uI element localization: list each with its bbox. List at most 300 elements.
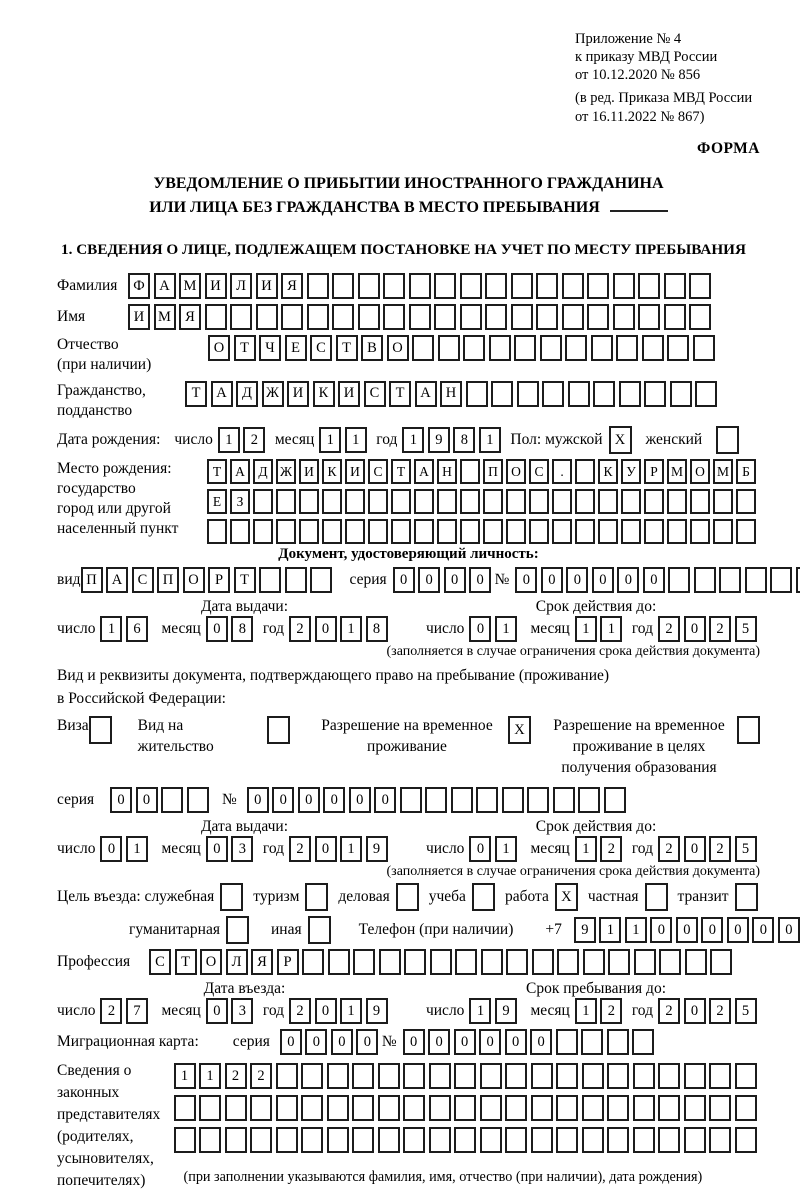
form-cell: 1 — [575, 998, 597, 1024]
form-cell: 0 — [206, 998, 228, 1024]
form-cell: О — [387, 335, 409, 361]
form-cell: 2 — [658, 836, 680, 862]
form-cell: 0 — [418, 567, 440, 593]
form-cell — [536, 304, 558, 330]
form-cell — [307, 273, 329, 299]
form-cell — [607, 1063, 629, 1089]
form-cell: 0 — [110, 787, 132, 813]
birthplace-label3: город или другой — [57, 500, 171, 518]
form-cell — [455, 949, 477, 975]
form-cell: О — [200, 949, 222, 975]
surname-label: Фамилия — [57, 277, 118, 295]
form-cell — [383, 273, 405, 299]
form-cell — [409, 273, 431, 299]
form-cell — [581, 1029, 603, 1055]
form-cell — [684, 1127, 706, 1153]
visa-checkbox — [89, 716, 112, 744]
form-cell — [632, 1029, 654, 1055]
name-cells — [128, 304, 715, 330]
form-cell — [689, 273, 711, 299]
form-cell — [230, 304, 252, 330]
form-cell — [502, 787, 524, 813]
form-cell: 3 — [231, 836, 253, 862]
form-cell — [353, 949, 375, 975]
form-cell — [735, 883, 758, 911]
title-line2: ИЛИ ЛИЦА БЕЗ ГРАЖДАНСТВА В МЕСТО ПРЕБЫВАНИЯ — [149, 199, 600, 217]
birth-day-cells — [218, 427, 269, 453]
form-cell: 2 — [243, 427, 265, 453]
form-cell — [403, 1127, 425, 1153]
form-cell: 0 — [530, 1029, 552, 1055]
form-cell — [480, 1063, 502, 1089]
legal-reps-label — [57, 1060, 174, 1192]
form-cell — [174, 1127, 196, 1153]
reps-cells-row3 — [174, 1127, 761, 1153]
citizenship-row — [57, 381, 760, 421]
form-cell — [327, 1063, 349, 1089]
form-cell: 3 — [231, 998, 253, 1024]
form-cell: Ж — [276, 459, 296, 484]
form-cell: 1 — [174, 1063, 196, 1089]
form-cell — [709, 1127, 731, 1153]
form-cell: 0 — [403, 1029, 425, 1055]
patronymic-cells — [208, 335, 718, 361]
form-cell: С — [529, 459, 549, 484]
day-label: число — [57, 619, 96, 637]
study-label: учеба — [428, 888, 466, 906]
form-cell — [454, 1095, 476, 1121]
reps-cells-row1 — [174, 1063, 761, 1089]
doc-kind-cells — [81, 567, 336, 593]
form-cell — [491, 381, 513, 407]
birthplace-cells-row2 — [207, 489, 759, 514]
form-cell — [658, 1095, 680, 1121]
form-cell — [529, 489, 549, 514]
form-cell — [391, 489, 411, 514]
form-cell — [481, 949, 503, 975]
year-label: год — [631, 840, 653, 858]
res-valid-month-cells — [575, 836, 626, 862]
form-cell — [737, 716, 760, 744]
form-cell: С — [149, 949, 171, 975]
day-label: число — [57, 840, 96, 858]
residence-doc-paragraph — [57, 664, 760, 711]
form-cell: 1 — [479, 427, 501, 453]
res-valid-day-cells — [469, 836, 520, 862]
identity-doc-heading: Документ, удостоверяющий личность: — [278, 545, 539, 562]
form-cell — [506, 519, 526, 544]
res-issue-day-cells — [100, 836, 151, 862]
form-cell: И — [338, 381, 360, 407]
form-cell — [403, 1095, 425, 1121]
form-cell — [684, 1063, 706, 1089]
form-cell — [694, 567, 716, 593]
stay-until-group — [410, 998, 760, 1024]
year-label: год — [262, 840, 285, 858]
residence-permit-checkbox — [267, 716, 290, 744]
form-cell — [505, 1127, 527, 1153]
permit-type-row — [57, 716, 760, 779]
form-cell: А — [211, 381, 233, 407]
private-label: частная — [587, 888, 639, 906]
form-cell — [454, 1063, 476, 1089]
form-cell — [638, 304, 660, 330]
form-cell: С — [368, 459, 388, 484]
form-cell — [276, 1127, 298, 1153]
private-checkbox — [645, 883, 668, 911]
res-valid-year-cells — [658, 836, 760, 862]
year-label: год — [262, 619, 285, 637]
reps-label-line: законных — [57, 1084, 120, 1102]
form-cell — [174, 1095, 196, 1121]
form-cell: И — [299, 459, 319, 484]
form-cell — [575, 489, 595, 514]
form-cell — [633, 1095, 655, 1121]
doc-valid-day-cells — [469, 616, 520, 642]
form-cell — [267, 716, 290, 744]
form-cell — [322, 489, 342, 514]
birthplace-label1: Место рождения: — [57, 459, 172, 477]
form-cell: 0 — [684, 616, 706, 642]
form-cell — [587, 304, 609, 330]
legal-reps-note: (при заполнении указываются фамилия, имя, отчество (при наличии), дата рождения) — [183, 1169, 703, 1186]
form-cell: 6 — [126, 616, 148, 642]
form-cell: 1 — [575, 616, 597, 642]
form-cell: 0 — [323, 787, 345, 813]
mig-number-label: № — [381, 1033, 397, 1051]
year-label: год — [262, 1002, 285, 1020]
form-cell — [460, 489, 480, 514]
form-cell — [619, 381, 641, 407]
form-cell: 2 — [289, 616, 311, 642]
form-cell — [644, 489, 664, 514]
form-cell: 1 — [495, 836, 517, 862]
form-cell — [684, 1095, 706, 1121]
form-cell — [583, 949, 605, 975]
month-label: месяц — [530, 840, 570, 858]
form-cell: Е — [207, 489, 227, 514]
form-cell — [511, 304, 533, 330]
form-cell — [301, 1127, 323, 1153]
form-cell: 2 — [600, 836, 622, 862]
reps-label-line: (родителях, — [57, 1128, 134, 1146]
form-cell — [256, 304, 278, 330]
form-cell — [187, 787, 209, 813]
form-cell — [466, 381, 488, 407]
form-cell: С — [132, 567, 154, 593]
form-cell: 2 — [250, 1063, 272, 1089]
res-number-cells — [247, 787, 630, 813]
residence-doc-line2: в Российской Федерации: — [57, 690, 226, 708]
form-cell: 0 — [428, 1029, 450, 1055]
entry-month-cells — [206, 998, 257, 1024]
form-cell: 0 — [272, 787, 294, 813]
res-number-label: № — [222, 791, 237, 809]
form-cell — [527, 787, 549, 813]
form-cell: 0 — [752, 917, 774, 943]
form-cell — [285, 567, 307, 593]
form-cell: М — [667, 459, 687, 484]
form-cell: 8 — [453, 427, 475, 453]
form-cell — [225, 1127, 247, 1153]
form-cell: О — [183, 567, 205, 593]
residence-doc-line1: Вид и реквизиты документа, подтверждающего право на пребывание (проживание) — [57, 666, 610, 684]
other-label: иная — [270, 921, 302, 939]
month-label: месяц — [161, 619, 201, 637]
form-cell: 0 — [454, 1029, 476, 1055]
temp-residence-checkbox — [508, 716, 531, 744]
form-cell: 1 — [319, 427, 341, 453]
form-cell: 0 — [356, 1029, 378, 1055]
legal-reps-rows — [174, 1060, 761, 1192]
form-cell — [259, 567, 281, 593]
form-cell — [553, 787, 575, 813]
form-cell — [736, 489, 756, 514]
form-cell: Ж — [262, 381, 284, 407]
doc-valid-group — [410, 616, 760, 642]
doc-dates-row — [57, 616, 760, 642]
form-cell: М — [179, 273, 201, 299]
sex-male-label: Пол: мужской — [510, 430, 603, 448]
form-cell: П — [483, 459, 503, 484]
form-cell — [529, 519, 549, 544]
doc-valid-year-cells — [658, 616, 760, 642]
form-cell — [253, 519, 273, 544]
doc-issue-group — [57, 616, 410, 642]
migration-card-row — [57, 1029, 760, 1055]
form-cell — [735, 1127, 757, 1153]
form-cell: 0 — [393, 567, 415, 593]
day-label: число — [425, 840, 465, 858]
doc-number-cells — [515, 567, 800, 593]
form-cell: 0 — [479, 1029, 501, 1055]
temp-residence-label: Разрешение на временное проживание — [321, 717, 493, 756]
birth-month-group — [275, 427, 370, 453]
form-cell — [575, 519, 595, 544]
reps-label-line: Сведения о — [57, 1062, 132, 1080]
form-cell — [276, 1063, 298, 1089]
form-cell — [638, 273, 660, 299]
form-cell — [598, 489, 618, 514]
form-cell: 0 — [727, 917, 749, 943]
business-label: деловая — [338, 888, 390, 906]
form-cell — [276, 1095, 298, 1121]
form-cell — [556, 1095, 578, 1121]
form-cell — [621, 489, 641, 514]
form-cell — [403, 1063, 425, 1089]
surname-cells — [128, 273, 715, 299]
form-cell — [644, 381, 666, 407]
form-cell: 1 — [199, 1063, 221, 1089]
form-cell — [695, 381, 717, 407]
form-cell: 0 — [684, 836, 706, 862]
residence-permit-item — [138, 716, 290, 758]
form-cell — [608, 949, 630, 975]
name-label: Имя — [57, 308, 86, 326]
name-row — [57, 304, 760, 330]
form-cell: 1 — [495, 616, 517, 642]
form-cell — [770, 567, 792, 593]
form-cell — [310, 567, 332, 593]
birthplace-label2: государство — [57, 479, 136, 497]
birthdate-label: Дата рождения: — [57, 430, 161, 448]
form-cell — [568, 381, 590, 407]
form-cell: А — [414, 459, 434, 484]
phone-label: Телефон (при наличии) — [358, 921, 514, 939]
legal-reps-block — [57, 1060, 760, 1192]
form-cell — [685, 949, 707, 975]
form-cell — [299, 519, 319, 544]
stay-until-label: Срок пребывания до: — [526, 980, 666, 998]
form-cell — [485, 304, 507, 330]
form-cell — [332, 273, 354, 299]
birthplace-block — [57, 459, 760, 544]
birth-month-cells — [319, 427, 370, 453]
citizenship-label2: подданство — [57, 401, 133, 419]
form-cell — [745, 567, 767, 593]
form-cell — [460, 459, 480, 484]
form-cell: 0 — [515, 567, 537, 593]
form-cell — [378, 1127, 400, 1153]
form-cell: 0 — [206, 836, 228, 862]
form-cell — [557, 949, 579, 975]
form-cell — [582, 1095, 604, 1121]
form-cell — [668, 567, 690, 593]
form-cell — [400, 787, 422, 813]
form-cell: Л — [230, 273, 252, 299]
form-cell — [358, 273, 380, 299]
form-cell — [633, 1127, 655, 1153]
form-cell — [531, 1127, 553, 1153]
form-cell — [556, 1029, 578, 1055]
day-label: число — [57, 1002, 96, 1020]
doc-valid-month-cells — [575, 616, 626, 642]
form-cell: 2 — [100, 998, 122, 1024]
form-cell: 0 — [676, 917, 698, 943]
doc-number-label: № — [494, 570, 510, 588]
form-cell — [556, 1063, 578, 1089]
res-series-label: серия — [57, 791, 95, 809]
doc-limit-note: (заполняется в случае ограничения срока действия документа) — [386, 643, 760, 659]
form-cell: К — [322, 459, 342, 484]
form-cell — [552, 489, 572, 514]
stay-day-cells — [469, 998, 520, 1024]
profession-label: Профессия — [57, 953, 131, 971]
form-cell — [644, 519, 664, 544]
res-issue-group — [57, 836, 410, 862]
form-cell: 0 — [247, 787, 269, 813]
form-cell — [480, 1127, 502, 1153]
form-cell: 2 — [709, 836, 731, 862]
stay-year-cells — [658, 998, 760, 1024]
form-cell: Е — [285, 335, 307, 361]
humanitarian-label: гуманитарная — [129, 921, 220, 939]
form-cell — [327, 1095, 349, 1121]
form-cell — [709, 1095, 731, 1121]
temp-residence-edu-item — [551, 716, 760, 779]
form-cell — [463, 335, 485, 361]
entry-year-cells — [289, 998, 391, 1024]
doc-series-label: серия — [349, 570, 387, 588]
reps-label-line: усыновителях, — [57, 1150, 154, 1168]
day-label: число — [425, 1002, 465, 1020]
form-cell — [633, 1063, 655, 1089]
form-cell: Р — [277, 949, 299, 975]
form-cell: Т — [389, 381, 411, 407]
res-limit-note: (заполняется в случае ограничения срока действия документа) — [386, 864, 760, 880]
form-cell — [511, 273, 533, 299]
form-cell: П — [81, 567, 103, 593]
form-cell: 0 — [374, 787, 396, 813]
form-cell: И — [205, 273, 227, 299]
form-cell: 2 — [225, 1063, 247, 1089]
mig-series-cells — [280, 1029, 382, 1055]
form-cell: Д — [236, 381, 258, 407]
patronymic-label2: (при наличии) — [57, 356, 152, 374]
day-label: число — [425, 619, 465, 637]
doc-series-cells — [393, 567, 495, 593]
doc-dates-section — [57, 598, 760, 660]
form-cell — [404, 949, 426, 975]
form-cell: 9 — [574, 917, 596, 943]
birthdate-row — [57, 426, 760, 454]
year-label: год — [376, 430, 398, 448]
form-cell — [327, 1127, 349, 1153]
form-cell: Т — [207, 459, 227, 484]
form-cell: 0 — [331, 1029, 353, 1055]
form-cell: Т — [175, 949, 197, 975]
birthplace-cells-row1 — [207, 459, 759, 484]
form-cell: 0 — [100, 836, 122, 862]
form-cell — [607, 1029, 629, 1055]
form-cell — [514, 335, 536, 361]
form-cell: 0 — [684, 998, 706, 1024]
form-cell — [207, 519, 227, 544]
form-cell — [505, 1063, 527, 1089]
citizenship-label: Гражданство, — [57, 381, 146, 399]
birth-day-group — [174, 427, 268, 453]
temp-residence-edu-label: Разрешение на временное проживание в целях получения образования — [553, 717, 725, 777]
form-cell — [220, 883, 243, 911]
citizenship-cells — [185, 381, 721, 407]
form-cell: 0 — [315, 998, 337, 1024]
form-cell: А — [415, 381, 437, 407]
form-cell — [607, 1127, 629, 1153]
form-cell — [437, 489, 457, 514]
purpose-official-checkbox — [220, 883, 243, 911]
form-cell — [642, 335, 664, 361]
form-cell — [425, 787, 447, 813]
form-cell — [429, 1095, 451, 1121]
form-cell: 5 — [735, 836, 757, 862]
form-cell — [409, 304, 431, 330]
sex-male-checkbox — [609, 426, 632, 454]
form-cell: 2 — [709, 616, 731, 642]
form-cell — [281, 304, 303, 330]
form-cell — [719, 567, 741, 593]
form-cell — [713, 489, 733, 514]
month-label: месяц — [161, 840, 201, 858]
form-cell — [460, 304, 482, 330]
phone-cells — [574, 917, 800, 943]
form-cell: В — [361, 335, 383, 361]
temp-residence-edu-checkbox — [737, 716, 760, 744]
month-label: месяц — [274, 430, 315, 448]
form-cell — [379, 949, 401, 975]
form-cell: 1 — [218, 427, 240, 453]
form-cell: 1 — [345, 427, 367, 453]
entry-date-group — [57, 998, 410, 1024]
